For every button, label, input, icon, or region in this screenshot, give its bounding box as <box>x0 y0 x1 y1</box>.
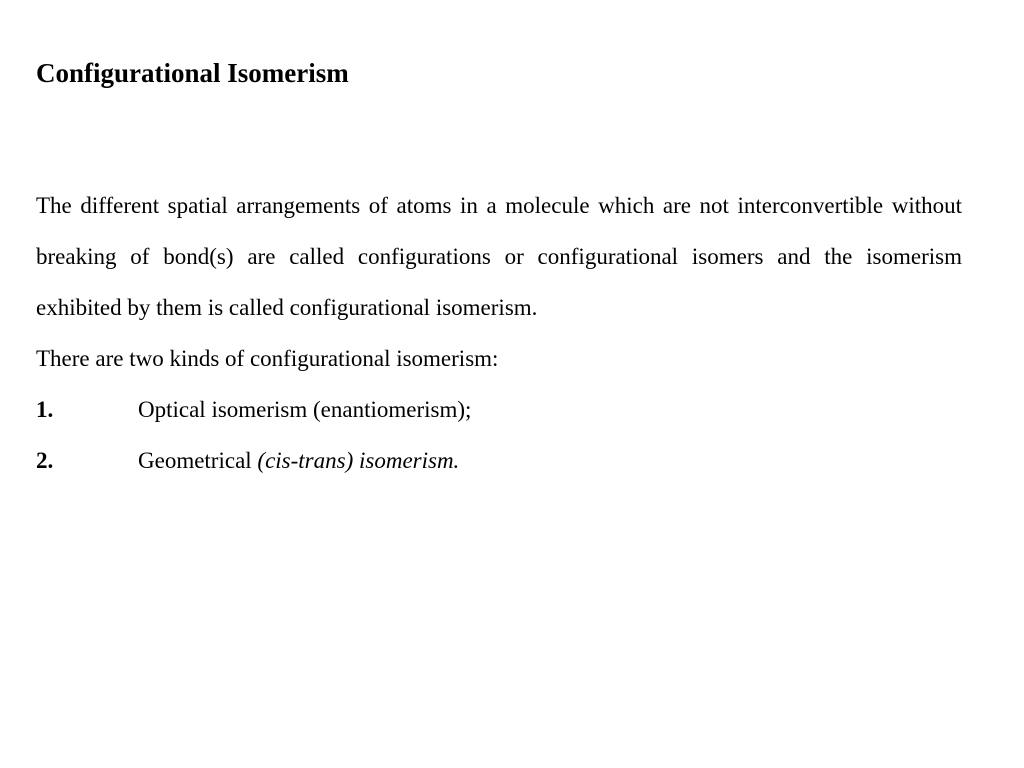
list-text: Optical isomerism (enantiomerism); <box>138 397 472 422</box>
list-text-regular: Geometrical <box>138 448 258 473</box>
list-text <box>138 435 459 486</box>
list-item-geometrical <box>36 435 962 486</box>
list-text-italic: (cis-trans) isomerism. <box>257 448 460 473</box>
slide-title: Configurational Isomerism <box>36 58 349 88</box>
definition-paragraph: The different spatial arrangements of atoms in a molecule which are not interconvertible without breaking of bond(s) are called configurations or configurational isomers and the isomerism exhibited by them is called configurational isomerism. <box>36 193 962 320</box>
list-number: 2. <box>36 448 54 473</box>
list-item-optical <box>36 384 962 435</box>
slide-body <box>36 180 962 486</box>
list-number: 1. <box>36 397 54 422</box>
intro-line: There are two kinds of configurational isomerism: <box>36 346 499 371</box>
